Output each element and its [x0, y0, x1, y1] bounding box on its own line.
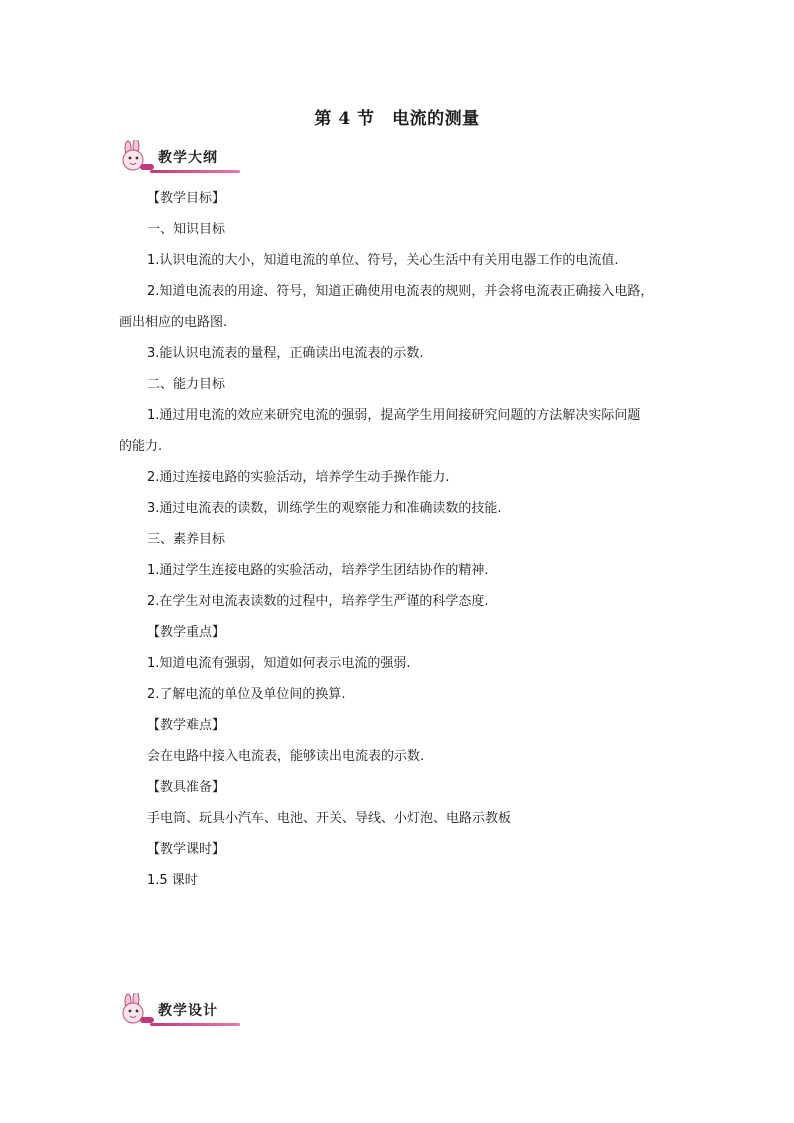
text-line: 手电筒、玩具小汽车、电池、开关、导线、小灯泡、电路示教板 — [147, 811, 512, 826]
outline-content — [119, 183, 681, 896]
section-underline — [150, 1023, 240, 1026]
text-line: 2.通过连接电路的实验活动，培养学生动手操作能力. — [147, 470, 450, 485]
section-header-outline — [116, 140, 246, 176]
text-line: 2.知道电流表的用途、符号，知道正确使用电流表的规则，并会将电流表正确接入电路， — [147, 284, 654, 299]
text-line: 2.了解电流的单位及单位间的换算. — [147, 687, 346, 702]
subheading-literacy: 三、素养目标 — [147, 532, 226, 547]
heading-difficulties: 【教学难点】 — [147, 718, 226, 733]
heading-periods: 【教学课时】 — [147, 842, 226, 857]
text-line: 的能力. — [119, 439, 163, 454]
heading-materials: 【教具准备】 — [147, 780, 226, 795]
page-title: 第 4 节 电流的测量 — [314, 109, 480, 129]
rabbit-mascot-icon — [116, 140, 156, 174]
text-line: 3.通过电流表的读数，训练学生的观察能力和准确读数的技能. — [147, 501, 502, 516]
section-underline — [150, 170, 240, 173]
text-line: 会在电路中接入电流表，能够读出电流表的示数. — [147, 749, 425, 764]
text-line: 画出相应的电路图. — [119, 315, 228, 330]
text-line: 1.5 课时 — [147, 873, 198, 888]
section-label-design: 教学设计 — [158, 1003, 218, 1019]
text-line: 1.知道电流有强弱，知道如何表示电流的强弱. — [147, 656, 411, 671]
text-line: 2.在学生对电流表读数的过程中，培养学生严谨的科学态度. — [147, 594, 489, 609]
text-line: 1.通过学生连接电路的实验活动，培养学生团结协作的精神. — [147, 563, 489, 578]
section-header-design — [116, 993, 246, 1029]
text-line: 1.通过用电流的效应来研究电流的强弱，提高学生用间接研究问题的方法解决实际问题 — [147, 408, 641, 423]
section-label-outline: 教学大纲 — [158, 150, 218, 166]
text-line: 1.认识电流的大小，知道电流的单位、符号，关心生活中有关用电器工作的电流值. — [147, 253, 619, 268]
subheading-ability: 二、能力目标 — [147, 377, 226, 392]
text-line: 3.能认识电流表的量程，正确读出电流表的示数. — [147, 346, 424, 361]
heading-key-points: 【教学重点】 — [147, 625, 226, 640]
heading-teaching-goals: 【教学目标】 — [147, 191, 226, 206]
subheading-knowledge: 一、知识目标 — [147, 222, 226, 237]
rabbit-mascot-icon — [116, 993, 156, 1027]
